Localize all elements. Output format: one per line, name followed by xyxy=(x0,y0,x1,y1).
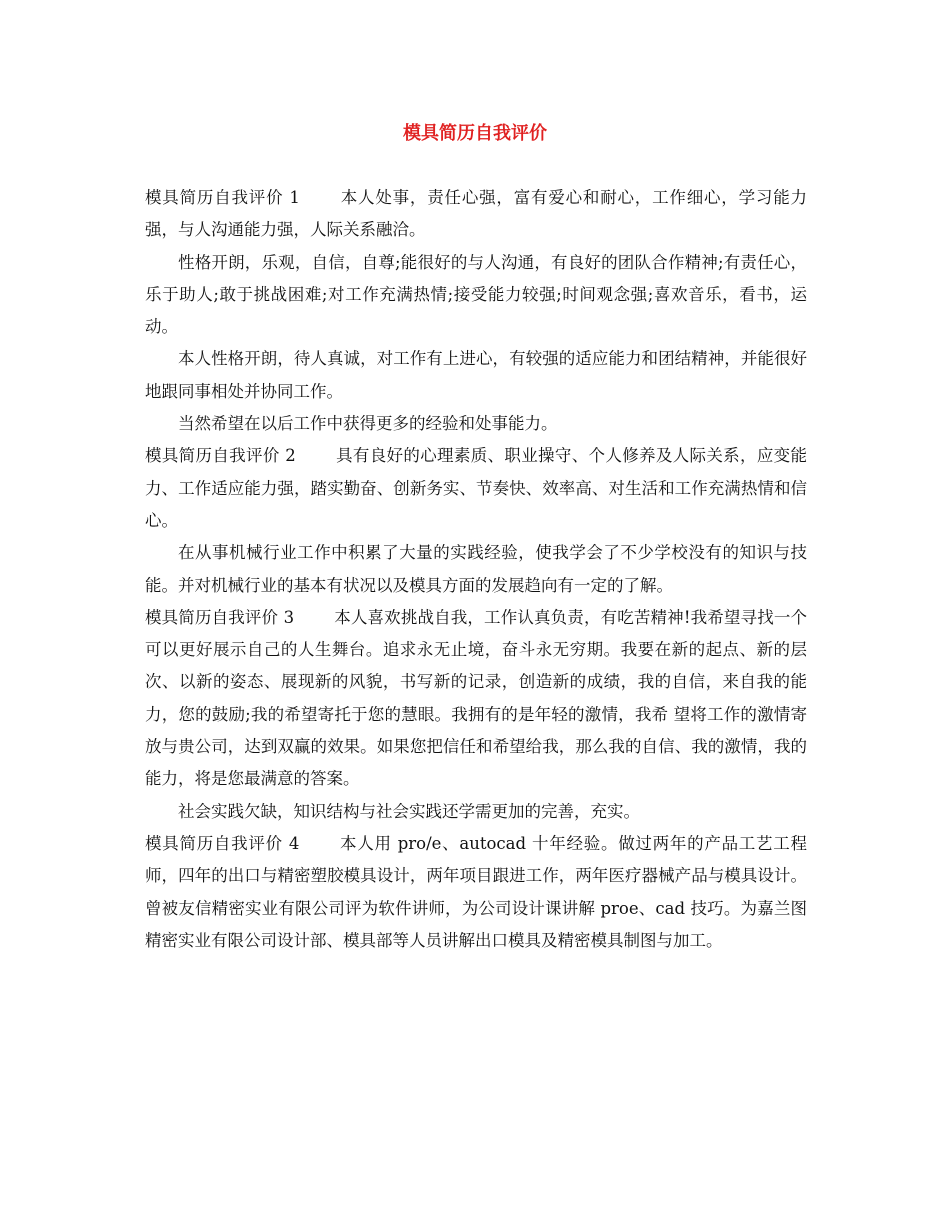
document-body xyxy=(145,182,807,957)
section-3-first-text: 本人喜欢挑战自我，工作认真负责，有吃苦精神!我希望寻找一个可以更好展示自己的人生舞台。追求永无止境，奋斗永无穷期。我要在新的起点、新的层次、以新的姿态、展现新的风貌，书写新的记录，创造新的成绩，我的自信，来自我的能力，您的鼓励;我的希望寄托于您的慧眼。我拥有的是年轻的激情，我希 望将工作的激情寄放与贵公司，达到双赢的效果。如果您把信任和希望给我，那么我的自信、我的激情，我的能力，将是您最满意的答案。 xyxy=(145,607,807,789)
section-1-first-text: 本人处事，责任心强，富有爱心和耐心，工作细心，学习能力强，与人沟通能力强，人际关系融洽。 xyxy=(145,188,808,240)
section-1-paragraph-2: 本人性格开朗，待人真诚，对工作有上进心，有较强的适应能力和团结精神，并能很好地跟同事相处并协同工作。 xyxy=(145,349,807,401)
document-title: 模具简历自我评价 xyxy=(403,123,547,144)
section-1-first-paragraph xyxy=(145,182,807,247)
section-3-heading: 模具简历自我评价 3 xyxy=(145,607,295,627)
section-2-heading: 模具简历自我评价 2 xyxy=(145,446,296,466)
section-2-paragraph-1: 在从事机械行业工作中积累了大量的实践经验，使我学会了不少学校没有的知识与技能。并对机械行业的基本有状况以及模具方面的发展趋向有一定的了解。 xyxy=(145,543,807,595)
section-2-first-text: 具有良好的心理素质、职业操守、个人修养及人际关系，应变能力、工作适应能力强，踏实勤奋、创新务实、节奏快、效率高、对生活和工作充满热情和信心。 xyxy=(145,446,808,530)
section-3-first-paragraph xyxy=(145,602,807,796)
section-2-first-paragraph xyxy=(145,440,807,537)
section-1-paragraph-3: 当然希望在以后工作中获得更多的经验和处事能力。 xyxy=(178,414,558,434)
section-1-paragraph-1: 性格开朗，乐观，自信，自尊;能很好的与人沟通，有良好的团队合作精神;有责任心，乐于助人;敢于挑战困难;对工作充满热情;接受能力较强;时间观念强;喜欢音乐，看书，运动。 xyxy=(145,252,807,337)
section-1-heading: 模具简历自我评价 1 xyxy=(145,188,300,207)
section-3-paragraph-1: 社会实践欠缺，知识结构与社会实践还学需更加的完善，充实。 xyxy=(178,801,640,821)
section-4-first-text: 本人用 pro/e、autocad 十年经验。做过两年的产品工艺工程师，四年的出口与精密塑胶模具设计，两年项目跟进工作，两年医疗器械产品与模具设计。曾被友信精密实业有限公司评为软件讲师，为公司设计课讲解 proe、cad 技巧。为嘉兰图精密实业有限公司设计部、模具部等人员讲解出口模具及精密模具制图与加工。 xyxy=(145,833,807,950)
section-4-first-paragraph xyxy=(145,828,807,957)
section-4-heading: 模具简历自我评价 4 xyxy=(145,833,300,853)
